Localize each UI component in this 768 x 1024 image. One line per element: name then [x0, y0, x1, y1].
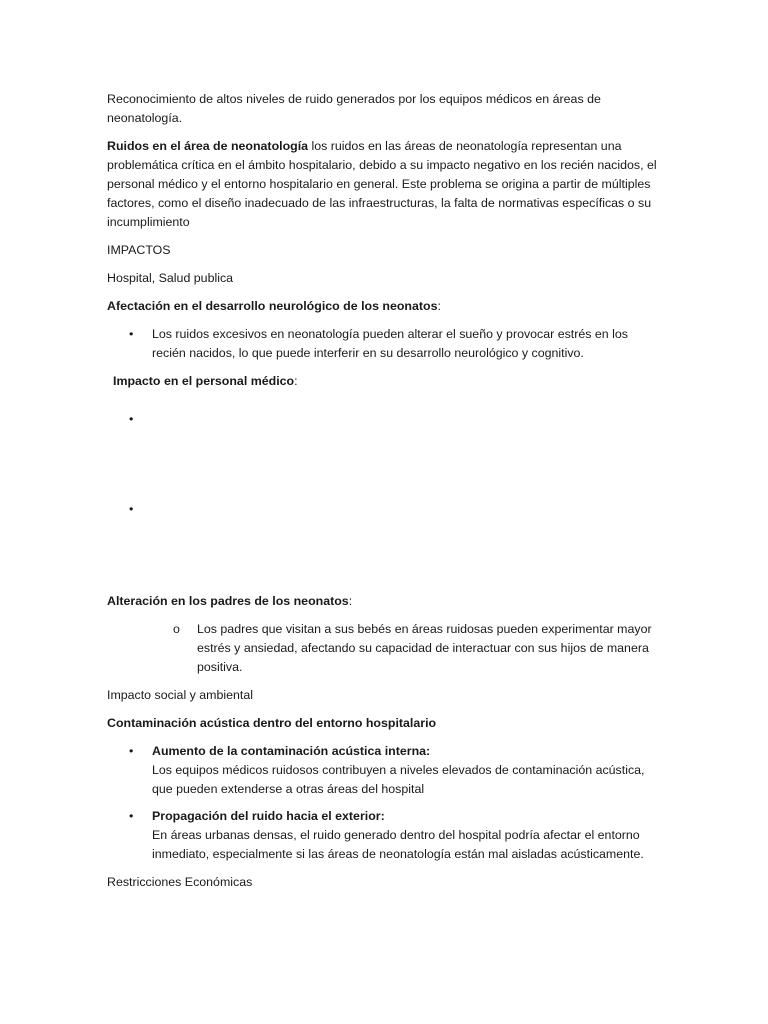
social-label: Impacto social y ambiental — [107, 688, 254, 702]
list-item — [107, 807, 662, 864]
neuro-bullet-list — [107, 325, 662, 363]
impactos-label: IMPACTOS — [107, 243, 171, 257]
bullet-icon: • — [129, 809, 134, 823]
contamination-item-title: Propagación del ruido hacia el exterior: — [152, 809, 385, 823]
parents-heading — [107, 592, 662, 611]
bullet-icon: • — [129, 502, 134, 516]
economic-label: Restricciones Económicas — [107, 875, 253, 889]
list-item — [107, 742, 662, 799]
neuro-heading-text: Afectación en el desarrollo neurológico de los neonatos — [107, 299, 438, 313]
staff-heading-text: Impacto en el personal médico — [113, 374, 295, 388]
list-item — [107, 410, 662, 429]
circle-bullet-icon: o — [173, 622, 180, 636]
bullet-icon: • — [129, 412, 134, 426]
parents-bullet-list — [107, 620, 662, 677]
contamination-item-text: En áreas urbanas densas, el ruido generado dentro del hospital podría afectar el entorno inmediato, especialmente si las áreas de neonatología están mal aisladas acústicamente. — [152, 828, 644, 861]
problem-lead: Ruidos en el área de neonatología — [107, 139, 309, 153]
staff-heading — [107, 372, 662, 391]
bullet-icon: • — [129, 744, 134, 758]
list-item — [107, 500, 662, 519]
contamination-item-title: Aumento de la contaminación acústica interna: — [152, 744, 431, 758]
neuro-heading-colon: : — [437, 299, 441, 313]
hospital-label: Hospital, Salud publica — [107, 271, 234, 285]
contamination-heading: Contaminación acústica dentro del entorno hospitalario — [107, 716, 437, 730]
list-item — [107, 620, 662, 677]
neuro-bullet-text: Los ruidos excesivos en neonatología pueden alterar el sueño y provocar estrés en los recién nacidos, lo que puede interferir en su desarrollo neurológico y cognitivo. — [152, 327, 628, 360]
list-spacer — [107, 429, 662, 500]
parents-heading-text: Alteración en los padres de los neonatos — [107, 594, 349, 608]
neuro-heading — [107, 297, 662, 316]
problem-text: los ruidos en las áreas de neonatología representan una problemática crítica en el ámbito hospitalario, debido a su impacto negativo en los recién nacidos, el personal médico y el entorno hospitalario en general. Este problema se origina a partir de múltiples factores, como el diseño inadecuado de las infraestructuras, la falta de normativas específicas o su incumplimiento — [107, 139, 657, 229]
contamination-item-text: Los equipos médicos ruidosos contribuyen a niveles elevados de contaminación acústica, que pueden extenderse a otras áreas del hospital — [152, 763, 645, 796]
contamination-bullet-list — [107, 742, 662, 864]
list-item — [107, 325, 662, 363]
parents-bullet-text: Los padres que visitan a sus bebés en áreas ruidosas pueden experimentar mayor estrés y ansiedad, afectando su capacidad de interactuar con sus hijos de manera positiva. — [197, 622, 652, 674]
bullet-icon: • — [129, 327, 134, 341]
intro-paragraph: Reconocimiento de altos niveles de ruido generados por los equipos médicos en áreas de neonatología. — [107, 92, 601, 125]
problem-paragraph — [107, 137, 662, 232]
staff-heading-colon: : — [294, 374, 298, 388]
parents-heading-colon: : — [348, 594, 353, 608]
staff-bullet-list — [107, 410, 662, 583]
list-spacer — [107, 519, 662, 583]
document-page — [107, 90, 662, 901]
